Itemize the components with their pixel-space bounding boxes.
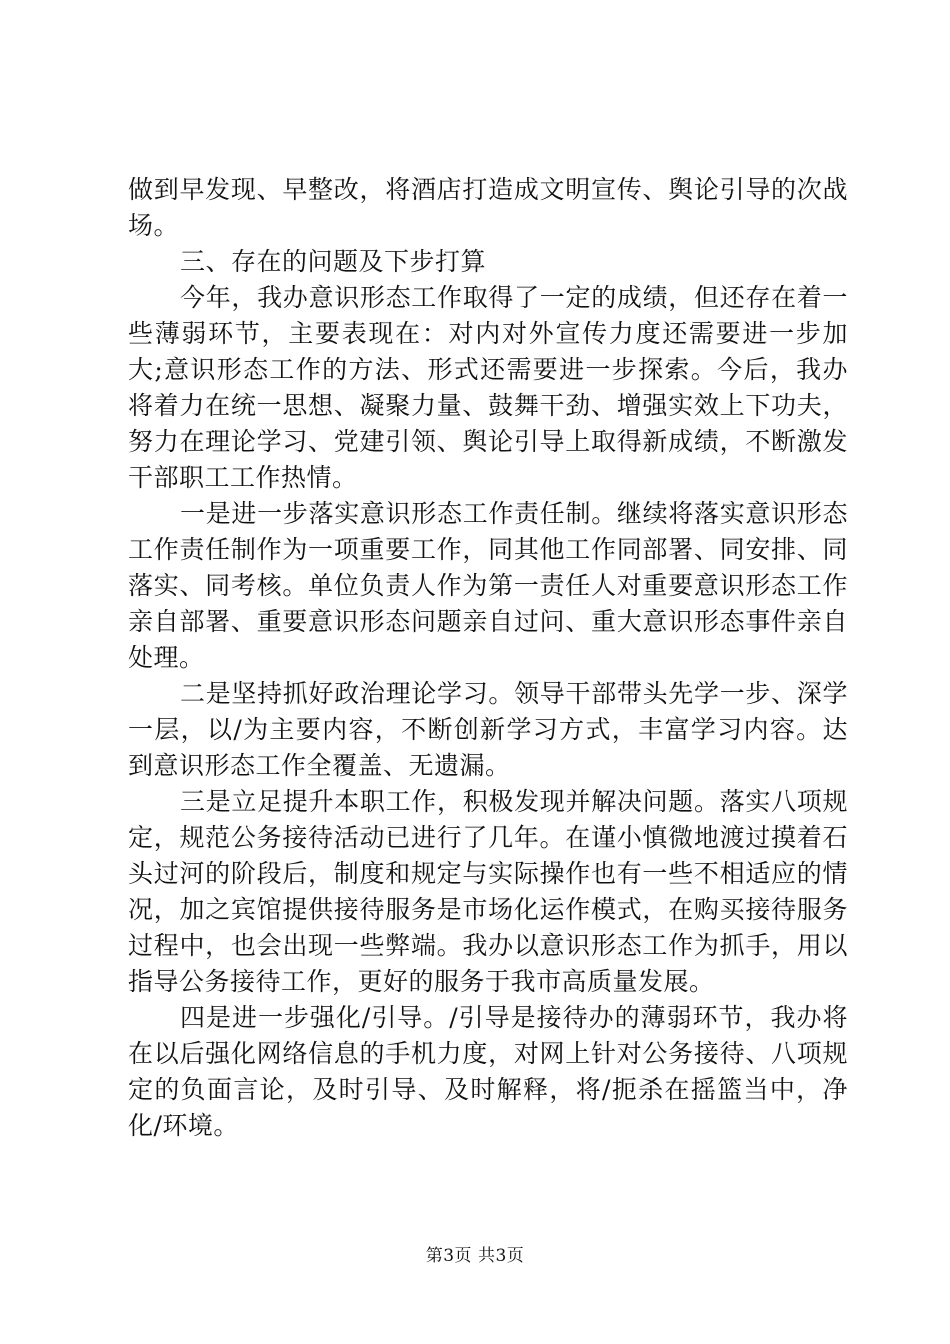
document-body <box>128 172 848 1144</box>
page-footer: 第3页 共3页 <box>425 1246 525 1266</box>
paragraph-item-three: 三是立足提升本职工作，积极发现并解决问题。落实八项规定，规范公务接待活动已进行了几年。在谨小慎微地渡过摸着石头过河的阶段后，制度和规定与实际操作也有一些不相适应的情况，加之宾馆提供接待服务是市场化运作模式，在购买接待服务过程中，也会出现一些弊端。我办以意识形态工作为抓手，用以指导公务接待工作，更好的服务于我市高质量发展。 <box>128 787 848 996</box>
section-heading: 三、存在的问题及下步打算 <box>180 247 487 276</box>
paragraph-item-two: 二是坚持抓好政治理论学习。领导干部带头先学一步、深学一层，以/为主要内容，不断创新学习方式，丰富学习内容。达到意识形态工作全覆盖、无遗漏。 <box>128 679 848 780</box>
paragraph-continuation: 做到早发现、早整改，将酒店打造成文明宣传、舆论引导的次战场。 <box>128 175 848 240</box>
paragraph-item-four: 四是进一步强化/引导。/引导是接待办的薄弱环节，我办将在以后强化网络信息的手机力度，对网上针对公务接待、八项规定的负面言论，及时引导、及时解释，将/扼杀在摇篮当中，净化/环境。 <box>128 1003 848 1140</box>
paragraph-problems-overview: 今年，我办意识形态工作取得了一定的成绩，但还存在着一些薄弱环节，主要表现在：对内对外宣传力度还需要进一步加大;意识形态工作的方法、形式还需要进一步探索。今后，我办将着力在统一思想、凝聚力量、鼓舞干劲、增强实效上下功夫，努力在理论学习、党建引领、舆论引导上取得新成绩，不断激发干部职工工作热情。 <box>128 283 848 492</box>
paragraph-item-one: 一是进一步落实意识形态工作责任制。继续将落实意识形态工作责任制作为一项重要工作，同其他工作同部署、同安排、同落实、同考核。单位负责人作为第一责任人对重要意识形态工作亲自部署、重要意识形态问题亲自过问、重大意识形态事件亲自处理。 <box>128 499 848 672</box>
